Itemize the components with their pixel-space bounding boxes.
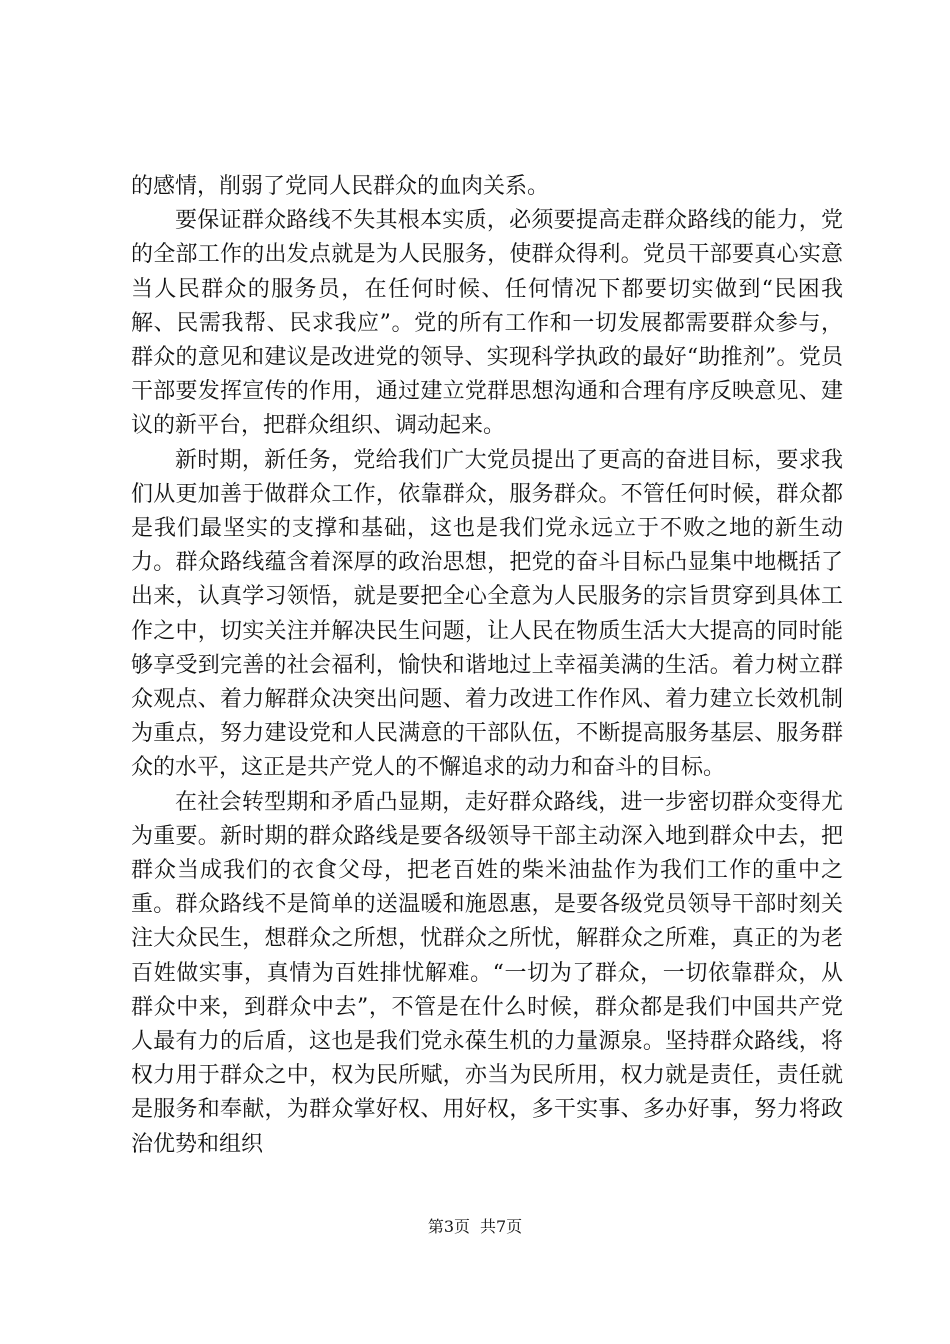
- paragraph-mass-line-capability: 要保证群众路线不失其根本实质，必须要提高走群众路线的能力，党的全部工作的出发点就是为人民服务，使群众得利。党员干部要真心实意当人民群众的服务员，在任何时候、任何情况下都要切实做到“民困我解、民需我帮、民求我应”。党的所有工作和一切发展都需要群众参与，群众的意见和建议是改进党的领导、实现科学执政的最好“助推剂”。党员干部要发挥宣传的作用，通过建立党群思想沟通和合理有序反映意见、建议的新平台，把群众组织、调动起来。: [131, 208, 843, 439]
- page-number: 第3页: [427, 1217, 470, 1236]
- page-footer: [0, 1216, 950, 1238]
- page-total: 共7页: [480, 1217, 523, 1236]
- document-body: [131, 170, 843, 1162]
- paragraph-social-transition: 在社会转型期和矛盾凸显期，走好群众路线，进一步密切群众变得尤为重要。新时期的群众路线是要各级领导干部主动深入地到群众中去，把群众当成我们的衣食父母，把老百姓的柴米油盐作为我们工作的重中之重。群众路线不是简单的送温暖和施恩惠，是要各级党员领导干部时刻关注大众民生，想群众之所想，忧群众之所忧，解群众之所难，真正的为老百姓做实事，真情为百姓排忧解难。“一切为了群众，一切依靠群众，从群众中来，到群众中去”，不管是在什么时候，群众都是我们中国共产党人最有力的后盾，这也是我们党永葆生机的力量源泉。坚持群众路线，将权力用于群众之中，权为民所赋，亦当为民所用，权力就是责任，责任就是服务和奉献，为群众掌好权、用好权，多干实事、多办好事，努力将政治优势和组织: [131, 789, 843, 1157]
- paragraph-continuation: 的感情，削弱了党同人民群众的血肉关系。: [131, 174, 550, 199]
- paragraph-new-era-tasks: 新时期，新任务，党给我们广大党员提出了更高的奋进目标，要求我们从更加善于做群众工作，依靠群众，服务群众。不管任何时候，群众都是我们最坚实的支撑和基础，这也是我们党永远立于不败之地的新生动力。群众路线蕴含着深厚的政治思想，把党的奋斗目标凸显集中地概括了出来，认真学习领悟，就是要把全心全意为人民服务的宗旨贯穿到具体工作之中，切实关注并解决民生问题，让人民在物质生活大大提高的同时能够享受到完善的社会福利，愉快和谐地过上幸福美满的生活。着力树立群众观点、着力解群众决突出问题、着力改进工作作风、着力建立长效机制为重点，努力建设党和人民满意的干部队伍，不断提高服务基层、服务群众的水平，这正是共产党人的不懈追求的动力和奋斗的目标。: [131, 447, 843, 781]
